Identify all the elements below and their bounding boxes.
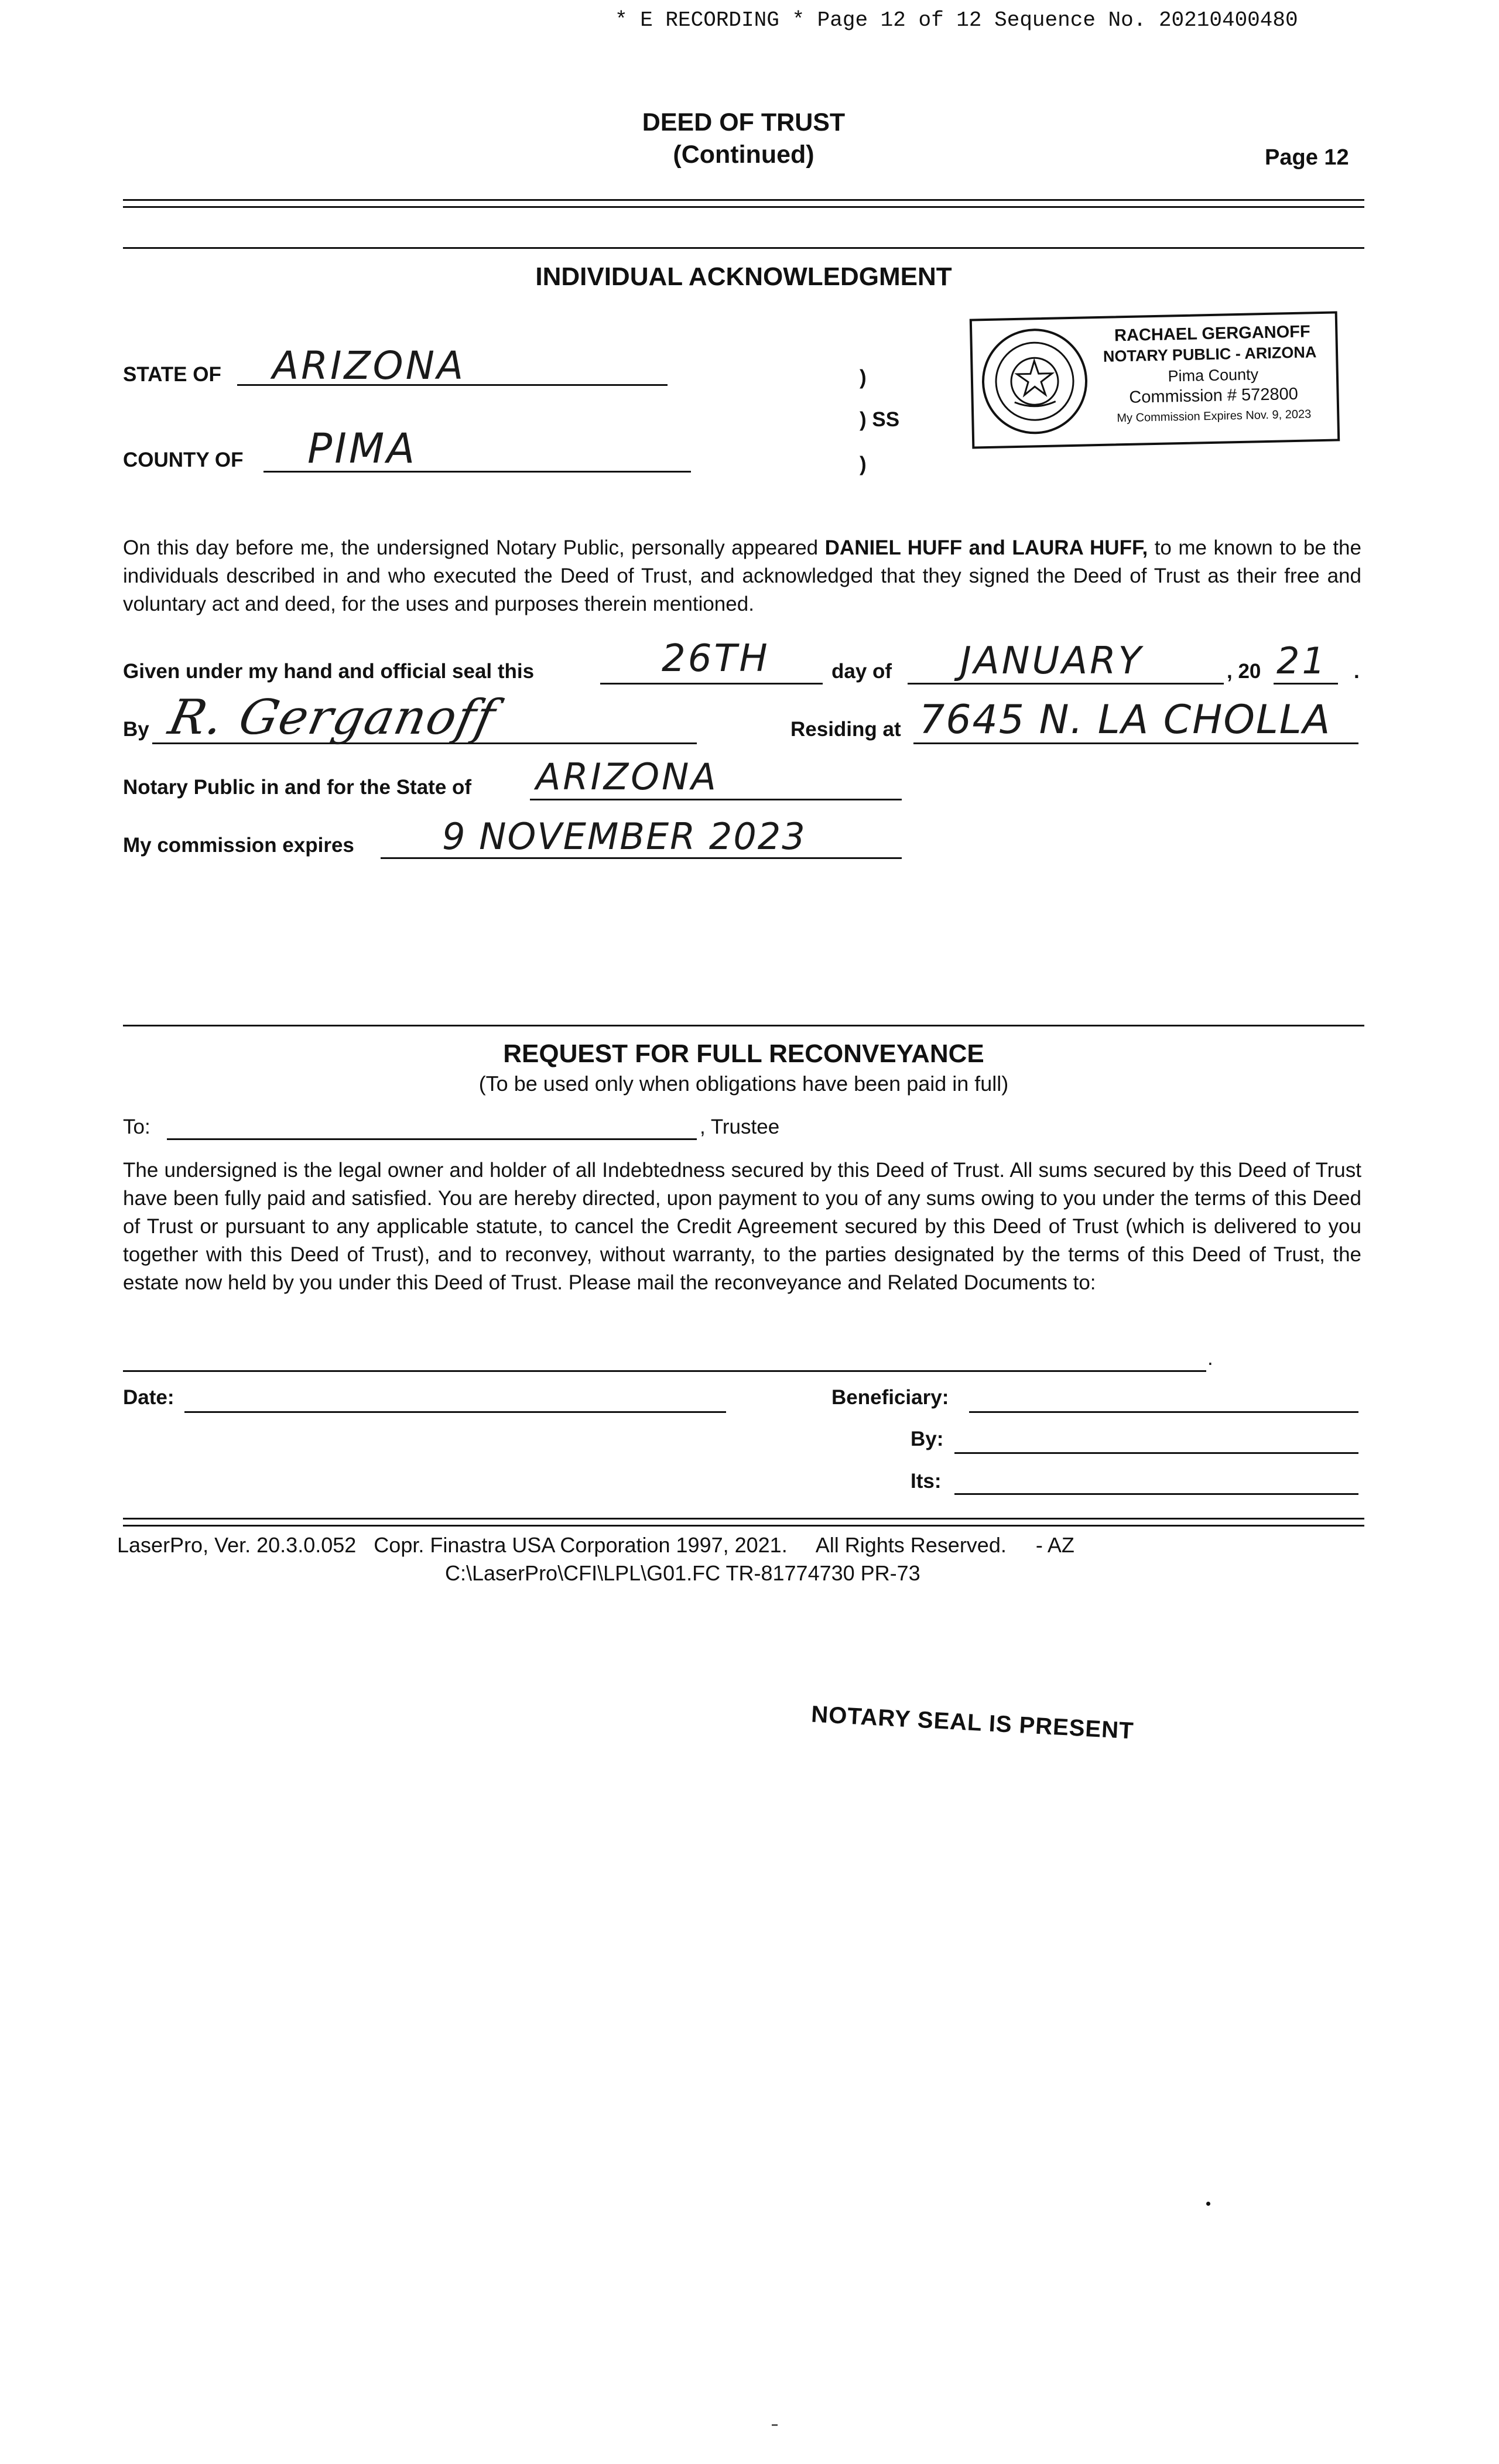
expires-label: My commission expires [123, 834, 354, 857]
document-subtitle: (Continued) [673, 141, 814, 169]
stamp-commission: Commission # 572800 [1129, 384, 1299, 407]
date-label: Date: [123, 1386, 174, 1409]
paragraph-post: to me known to be the individuals described in and who executed the Deed of Trust, and acknowledged that they signed the Deed of Trust as their free and voluntary act and deed, for the uses and purposes therein mentioned. [123, 536, 1361, 615]
beneficiary-label: Beneficiary: [831, 1386, 949, 1409]
expires-value: 9 NOVEMBER 2023 [442, 815, 806, 858]
footer-rule-top [123, 1518, 1364, 1520]
mail-to-line [123, 1344, 1206, 1372]
by-label: By [123, 718, 149, 741]
county-label: COUNTY OF [123, 449, 244, 471]
county-value: PIMA [307, 425, 417, 473]
to-label: To: [123, 1115, 150, 1138]
header-rule-bottom [123, 206, 1364, 208]
venue-paren-1: ) [860, 366, 867, 389]
its-line [954, 1467, 1358, 1495]
stamp-expires: My Commission Expires Nov. 9, 2023 [1117, 408, 1312, 425]
paragraph-names: DANIEL HUFF and LAURA HUFF, [824, 536, 1148, 559]
stamp-county: Pima County [1168, 365, 1259, 385]
trustee-line [167, 1113, 697, 1140]
page-number: Page 12 [1265, 145, 1349, 170]
acknowledgment-heading: INDIVIDUAL ACKNOWLEDGMENT [535, 262, 952, 291]
trustee-label: , Trustee [700, 1115, 780, 1138]
year-prefix: , 20 [1227, 660, 1261, 683]
day-of-label: day of [831, 660, 892, 683]
residing-value: 7645 N. LA CHOLLA [919, 697, 1332, 743]
scan-dot [1206, 2202, 1210, 2206]
recording-line: * E RECORDING * Page 12 of 12 Sequence No. 20210400480 [615, 8, 1298, 32]
footer-line-2: C:\LaserPro\CFI\LPL\G01.FC TR-81774730 PR-73 [445, 1561, 920, 1585]
header-rule-top [123, 199, 1364, 201]
reconveyance-rule [123, 1025, 1364, 1026]
reconveyance-heading: REQUEST FOR FULL RECONVEYANCE [503, 1039, 984, 1068]
residing-label: Residing at [790, 718, 901, 741]
year-value: 21 [1276, 639, 1327, 682]
venue-paren-3: ) [860, 453, 867, 475]
notary-seal-note: NOTARY SEAL IS PRESENT [810, 1701, 1135, 1744]
state-label: STATE OF [123, 363, 221, 386]
paragraph-pre: On this day before me, the undersigned Notary Public, personally appeared [123, 536, 825, 559]
notary-state-value: ARIZONA [536, 755, 718, 798]
month-value: JANUARY [960, 639, 1144, 683]
reconveyance-paragraph: The undersigned is the legal owner and holder of all Indebtedness secured by this Deed of Trust. All sums secured by this Deed of Trust have been fully paid and satisfied. You are hereby directed, upon payment to you of any sums owing to you under the terms of this Deed of Trust or pursuant to any applicable statute, to cancel the Credit Agreement secured by this Deed of Trust (which is delivered to you together with this Deed of Trust), and to reconvey, without warranty, to the parties designated by the terms of this Deed of Trust, the estate now held by you under this Deed of Trust. Please mail the reconveyance and Related Documents to: [123, 1159, 1361, 1294]
reconveyance-by-line [954, 1426, 1358, 1454]
document-title: DEED OF TRUST [642, 108, 846, 136]
scan-dash [772, 2424, 778, 2426]
mail-to-period: . [1207, 1347, 1213, 1370]
given-label: Given under my hand and official seal this [123, 660, 535, 683]
state-value: ARIZONA [272, 343, 466, 388]
its-label: Its: [911, 1470, 942, 1493]
stamp-name: RACHAEL GERGANOFF [1114, 322, 1310, 345]
year-suffix: . [1354, 660, 1360, 683]
acknowledgment-paragraph [123, 534, 1361, 618]
stamp-title: NOTARY PUBLIC - ARIZONA [1103, 343, 1317, 365]
beneficiary-line [969, 1385, 1358, 1413]
given-day-value: 26TH [662, 637, 770, 680]
notary-seal-icon [978, 324, 1091, 438]
venue-paren-ss: ) SS [860, 408, 900, 431]
footer-rule-bottom [123, 1525, 1364, 1527]
notary-signature: R. Gerganoff [163, 690, 501, 745]
date-line [184, 1385, 726, 1413]
footer-line-1: LaserPro, Ver. 20.3.0.052 Copr. Finastra USA Corporation 1997, 2021. All Rights Reserved. - AZ [117, 1533, 1074, 1557]
notary-stamp [970, 311, 1340, 449]
section-rule [123, 247, 1364, 249]
reconveyance-subheading: (To be used only when obligations have been paid in full) [478, 1072, 1009, 1096]
notary-state-label: Notary Public in and for the State of [123, 776, 472, 799]
reconveyance-by-label: By: [911, 1428, 944, 1450]
